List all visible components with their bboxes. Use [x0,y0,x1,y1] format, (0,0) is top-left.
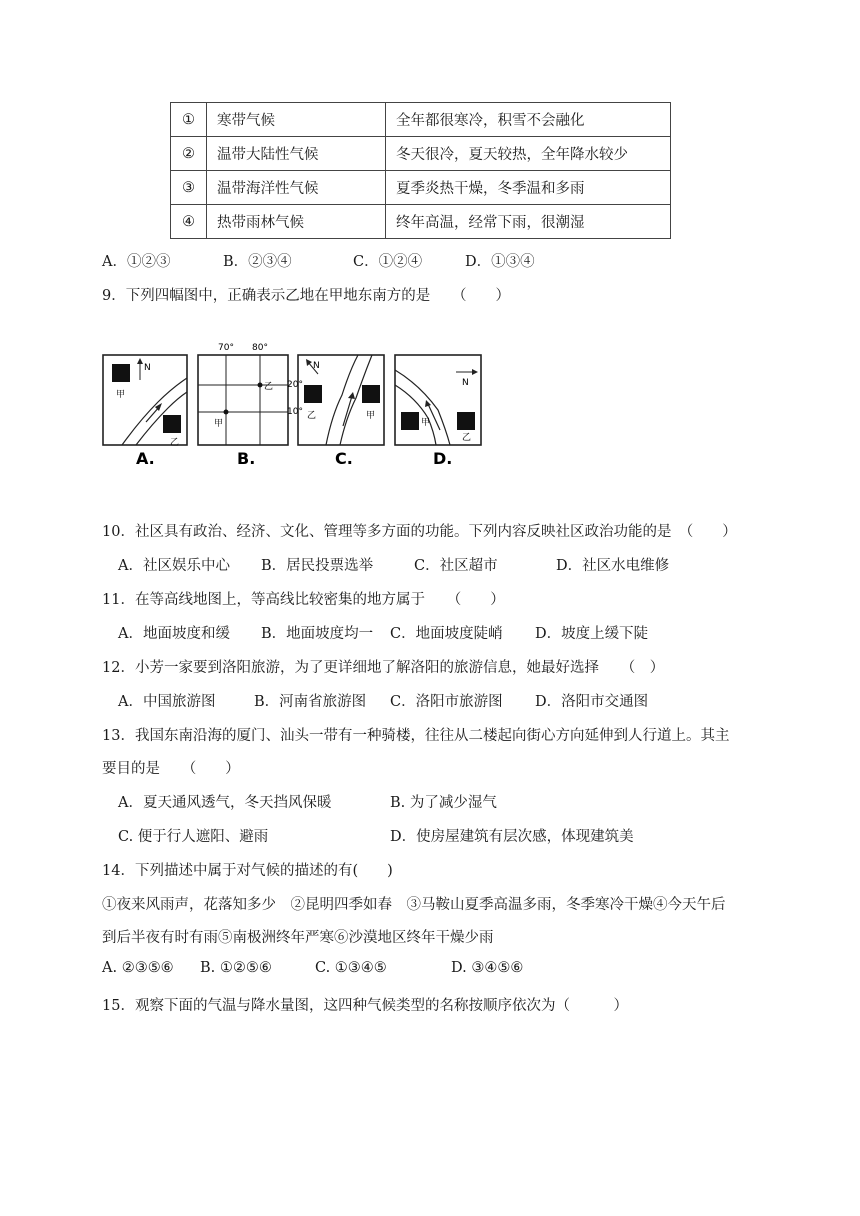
row-number: ① [171,103,207,137]
q13-option-c: C. 便于行人遮阳、避雨 [118,829,269,845]
jia-marker [401,412,419,430]
yi-label: 乙 [264,382,274,392]
map-label-d: D. [433,449,453,468]
lat-10-label: 10° [287,407,303,417]
q12-stem: 12．小芳一家要到洛阳旅游，为了更详细地了解洛阳的旅游信息，她最好选择 （ ） [102,660,665,676]
yi-marker [304,385,322,403]
q11-option-d: D．坡度上缓下陡 [535,626,649,642]
yi-label: 乙 [307,411,317,421]
q11-stem: 11．在等高线地图上，等高线比较密集的地方属于 （ ） [102,592,505,608]
q14-option-a: A. ②③⑤⑥ [102,960,174,976]
climate-name: 温带海洋性气候 [207,171,386,205]
jia-label: 甲 [116,390,126,400]
map-label-b: B. [237,449,256,468]
q15-stem: 15．观察下面的气温与降水量图，这四种气候类型的名称按顺序依次为（ ） [102,998,628,1014]
climate-description: 冬天很冷，夏天较热，全年降水较少 [386,137,671,171]
q10-option-c: C．社区超市 [414,558,498,574]
map-label-c: C. [335,449,353,468]
climate-description: 终年高温，经常下雨，很潮湿 [386,205,671,239]
q12-option-d: D．洛阳市交通图 [535,694,649,710]
row-number: ④ [171,205,207,239]
q9-direction-maps [100,340,490,470]
jia-marker [112,364,130,382]
q13-stem-line2: 要目的是 （ ） [102,761,240,777]
row-number: ② [171,137,207,171]
climate-table [170,102,671,239]
q14-option-d: D. ③④⑤⑥ [451,960,524,976]
climate-name: 热带雨林气候 [207,205,386,239]
q13-stem-line1: 13．我国东南沿海的厦门、汕头一带有一种骑楼，往往从二楼起向街心方向延伸到人行道上。其主 [102,728,730,744]
climate-name: 温带大陆性气候 [207,137,386,171]
q8-option-d: D．①③④ [465,254,535,270]
q14-statements-line1: ①夜来风雨声，花落知多少 ②昆明四季如春 ③马鞍山夏季高温多雨，冬季寒冷干燥④今天午后 [102,897,726,913]
q10-stem: 10．社区具有政治、经济、文化、管理等多方面的功能。下列内容反映社区政治功能的是 （ ） [102,524,737,540]
q10-option-a: A．社区娱乐中心 [118,558,230,574]
maps-figure [100,340,490,470]
q13-option-a: A．夏天通风透气，冬天挡风保暖 [118,795,332,811]
q11-option-b: B．地面坡度均一 [261,626,374,642]
jia-label: 甲 [214,419,224,429]
jia-marker [362,385,380,403]
yi-label: 乙 [170,438,180,448]
north-label: N [313,361,320,371]
yi-label: 乙 [462,433,472,443]
q12-option-c: C．洛阳市旅游图 [390,694,503,710]
q11-option-c: C．地面坡度陡峭 [390,626,503,642]
q14-statements-line2: 到后半夜有时有雨⑤南极洲终年严寒⑥沙漠地区终年干燥少雨 [102,930,494,946]
map-d [395,355,481,445]
table-row [171,205,671,239]
yi-marker [163,415,181,433]
q8-option-b: B．②③④ [223,254,292,270]
jia-label: 甲 [421,418,431,428]
q14-option-c: C. ①③④⑤ [315,960,387,976]
q11-option-a: A．地面坡度和缓 [118,626,230,642]
q13-option-d: D．使房屋建筑有层次感，体现建筑美 [390,829,634,845]
q8-option-c: C．①②④ [353,254,423,270]
yi-point [258,383,263,388]
climate-description: 夏季炎热干燥，冬季温和多雨 [386,171,671,205]
yi-marker [457,412,475,430]
q12-option-a: A．中国旅游图 [118,694,216,710]
q12-option-b: B．河南省旅游图 [254,694,367,710]
lon-70-label: 70° [218,343,234,353]
q9-stem: 9．下列四幅图中，正确表示乙地在甲地东南方的是 （ ） [102,288,510,304]
map-c [298,355,384,445]
lat-20-label: 20° [287,380,303,390]
row-number: ③ [171,171,207,205]
table-row [171,171,671,205]
climate-description: 全年都很寒冷，积雪不会融化 [386,103,671,137]
table-row [171,137,671,171]
q10-option-b: B．居民投票选举 [261,558,374,574]
q14-stem: 14．下列描述中属于对气候的描述的有( ) [102,863,393,879]
jia-point [224,410,229,415]
table-row [171,103,671,137]
q10-option-d: D．社区水电维修 [556,558,670,574]
map-b [198,355,288,445]
map-label-a: A. [136,449,155,468]
north-label: N [462,378,469,388]
north-label: N [144,363,151,373]
lon-80-label: 80° [252,343,268,353]
q14-option-b: B. ①②⑤⑥ [200,960,272,976]
q13-option-b: B. 为了减少湿气 [390,795,497,811]
jia-label: 甲 [366,411,376,421]
climate-name: 寒带气候 [207,103,386,137]
q8-option-a: A．①②③ [102,254,171,270]
